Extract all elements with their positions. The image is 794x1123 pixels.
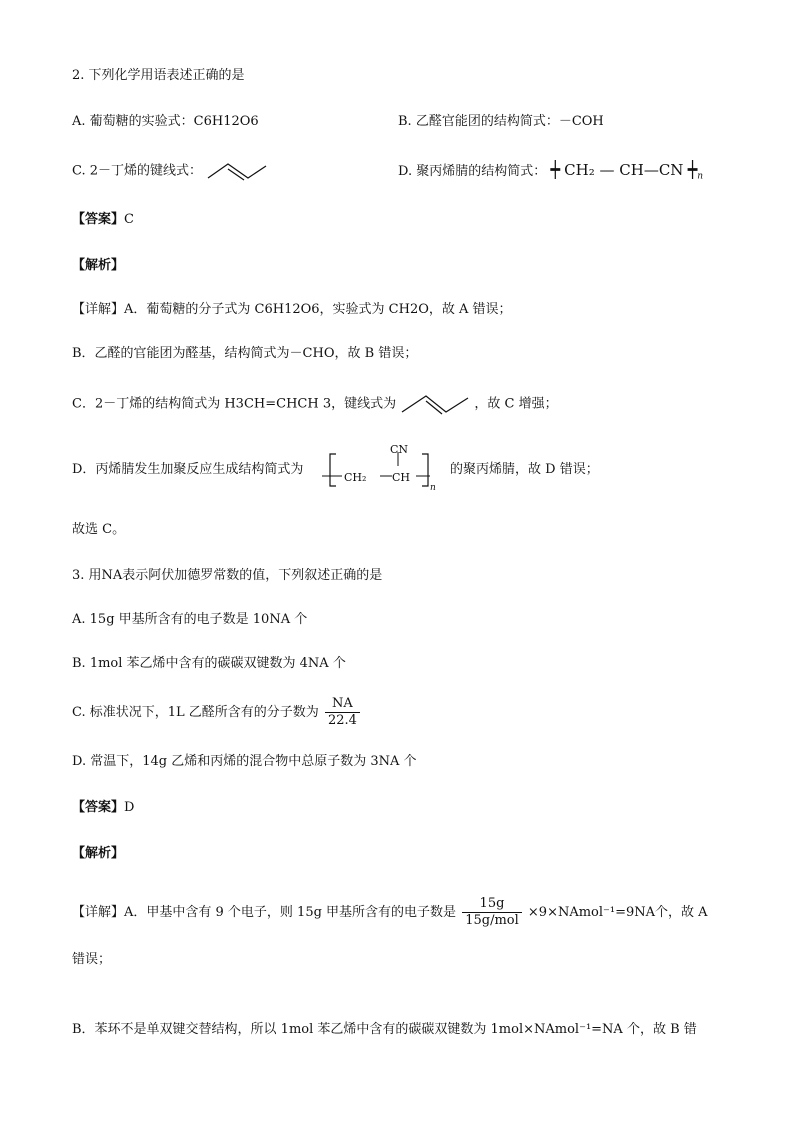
q3-option-b: B. 1mol 苯乙烯中含有的碳碳双键数为 4NA 个 [72,656,346,671]
q2-option-d [398,160,703,187]
q3-answer [72,798,134,818]
2-butene-skeletal-icon [400,392,470,416]
q2-answer-value: C [124,212,134,227]
polymer-bracket-right: ┿ [687,160,698,179]
fraction-denominator: 15g/mol [465,913,519,928]
q3-detail-b: B．苯环不是单双键交替结构，所以 1mol 苯乙烯中含有的碳碳双键数为 1mol×NAmol⁻¹=NA 个，故 B 错 [72,1022,697,1037]
q3-option-a: A. 15g 甲基所含有的电子数是 10NA 个 [72,612,308,627]
q2-detail-c-suffix: ，故 C 增强； [474,396,558,412]
q3-detail-a-suffix: ×9×NAmol⁻¹=9NA个，故 A [527,905,708,920]
q3-option-d: D. 常温下，14g 乙烯和丙烯的混合物中总原子数为 3NA 个 [72,754,417,769]
q2-option-c [72,160,268,182]
q3-answer-value: D [124,800,135,815]
q2-answer-label: 【答案】 [72,212,125,227]
q2-option-c-label: C. 2－丁烯的键线式： [72,163,203,179]
q2-detail-b: B．乙醛的官能团为醛基，结构简式为－CHO，故 B 错误； [72,346,418,361]
q3-detail-a-text: 【详解】A．甲基中含有 9 个电子，则 15g 甲基所含有的电子数是 [72,905,457,920]
q3-answer-label: 【答案】 [72,800,125,815]
q2-answer [72,210,134,230]
q2-detail-a: 【详解】A．葡萄糖的分子式为 C6H12O6，实验式为 CH2O，故 A 错误； [72,302,512,317]
q2-conclusion: 故选 C。 [72,522,126,537]
q3-detail-a [72,896,708,929]
polyacrylonitrile-formula: CH₂ — CH—CN [564,161,684,179]
2-butene-skeletal-icon [206,160,268,182]
cn-group: CN [390,443,409,456]
polymer-bracket-left: ┿ [550,160,561,179]
q3-detail-a-continued: 错误； [72,952,112,967]
q2-detail-d-suffix: 的聚丙烯腈，故 D 错误； [450,462,599,477]
ch2-group: CH₂ [344,471,367,484]
q2-option-b: B. 乙醛官能团的结构简式：－COH [398,114,604,129]
fraction-denominator: 22.4 [327,713,357,728]
q2-option-d-label: D. 聚丙烯腈的结构简式： [398,164,547,179]
q2-analysis-label: 【解析】 [72,258,125,273]
ch-group: CH [392,471,411,484]
fraction-15g-over-molar-mass [462,896,522,929]
q3-stem: 3. 用NA表示阿伏加德罗常数的值，下列叙述正确的是 [72,568,383,583]
q3-analysis-label: 【解析】 [72,846,125,861]
polymer-n: n [430,483,436,493]
q3-option-c-text: C. 标准状况下，1L 乙醛所含有的分子数为 [72,705,319,720]
q2-detail-c [72,392,558,416]
fraction-na-over-22-4 [325,696,360,729]
q2-detail-d-text: D．丙烯腈发生加聚反应生成结构简式为 [72,462,304,477]
polymer-n: n [697,171,704,182]
q2-stem: 2. 下列化学用语表述正确的是 [72,68,245,83]
fraction-numerator: NA [325,696,360,713]
q2-detail-c-text: C．2－丁烯的结构简式为 H3CH=CHCH 3，键线式为 [72,396,397,412]
fraction-numerator: 15g [462,896,522,913]
q3-option-c [72,696,362,729]
q2-option-a: A. 葡萄糖的实验式：C6H12O6 [72,114,259,129]
